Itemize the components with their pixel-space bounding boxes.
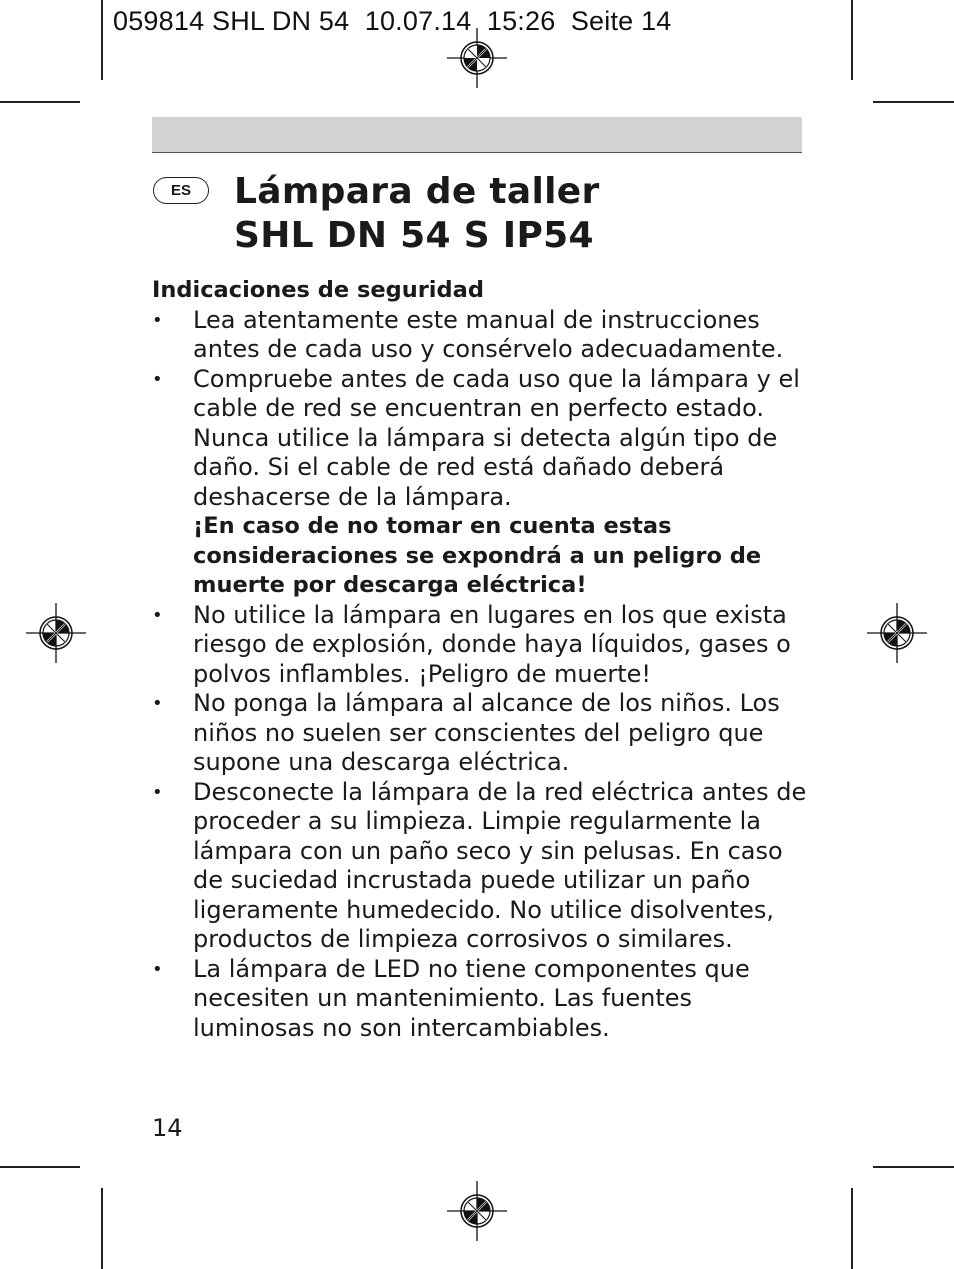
crop-mark-bottom-left-vertical bbox=[101, 1188, 103, 1269]
list-item-text: No utilice la lámpara en lugares en los que exista riesgo de explosión, donde haya líquidos, gases o polvos inflambles. ¡Peligro de muerte! bbox=[193, 600, 791, 688]
registration-mark-icon bbox=[447, 28, 507, 88]
crop-mark-bottom-left-horizontal bbox=[0, 1166, 80, 1168]
crop-mark-bottom-right-vertical bbox=[851, 1188, 853, 1269]
header-band bbox=[152, 117, 802, 153]
page-title bbox=[234, 170, 600, 258]
crop-mark-bottom-right-horizontal bbox=[873, 1166, 954, 1168]
print-slug: 059814 SHL DN 54 10.07.14 15:26 Seite 14 bbox=[113, 6, 672, 36]
registration-mark-icon bbox=[447, 1181, 507, 1241]
section-heading: Indicaciones de seguridad bbox=[152, 277, 484, 303]
language-badge: ES bbox=[153, 177, 209, 204]
list-item-text: Desconecte la lámpara de la red eléctrica antes de proceder a su limpieza. Limpie regularmente la lámpara con un paño seco y sin pelusas. En caso de suciedad incrustada puede utilizar un paño ligeramente humedecido. No utilice disolventes, productos de limpieza corrosivos o similares. bbox=[193, 777, 807, 953]
list-item bbox=[152, 778, 812, 955]
registration-mark-icon bbox=[867, 603, 927, 663]
list-item-text: Lea atentamente este manual de instrucciones antes de cada uso y consérvelo adecuadamente. bbox=[193, 305, 784, 363]
danger-warning: ¡En caso de no tomar en cuenta estas consideraciones se expondrá a un peligro de muerte por descarga eléctrica! bbox=[193, 513, 762, 598]
safety-list bbox=[152, 306, 812, 1044]
list-item bbox=[152, 601, 812, 690]
list-item-text: No ponga la lámpara al alcance de los niños. Los niños no suelen ser conscientes del peligro que supone una descarga eléctrica. bbox=[193, 689, 780, 776]
crop-mark-top-right-vertical bbox=[851, 0, 853, 80]
title-line-2: SHL DN 54 S IP54 bbox=[234, 215, 594, 256]
title-line-1: Lámpara de taller bbox=[234, 171, 600, 212]
list-item bbox=[152, 365, 812, 601]
page-number: 14 bbox=[152, 1114, 183, 1142]
list-item bbox=[152, 955, 812, 1044]
crop-mark-top-left-vertical bbox=[101, 0, 103, 80]
crop-mark-top-right-horizontal bbox=[873, 101, 954, 103]
list-item bbox=[152, 689, 812, 778]
list-item-text: La lámpara de LED no tiene componentes que necesiten un mantenimiento. Las fuentes luminosas no son intercambiables. bbox=[193, 954, 750, 1042]
registration-mark-icon bbox=[26, 603, 86, 663]
list-item-text: Compruebe antes de cada uso que la lámpara y el cable de red se encuentran en perfecto estado. Nunca utilice la lámpara si detecta algún tipo de daño. Si el cable de red está dañado deberá deshacerse de la lámpara. bbox=[193, 364, 800, 511]
list-item bbox=[152, 306, 812, 365]
crop-mark-top-left-horizontal bbox=[0, 101, 80, 103]
safety-section bbox=[152, 276, 812, 1043]
